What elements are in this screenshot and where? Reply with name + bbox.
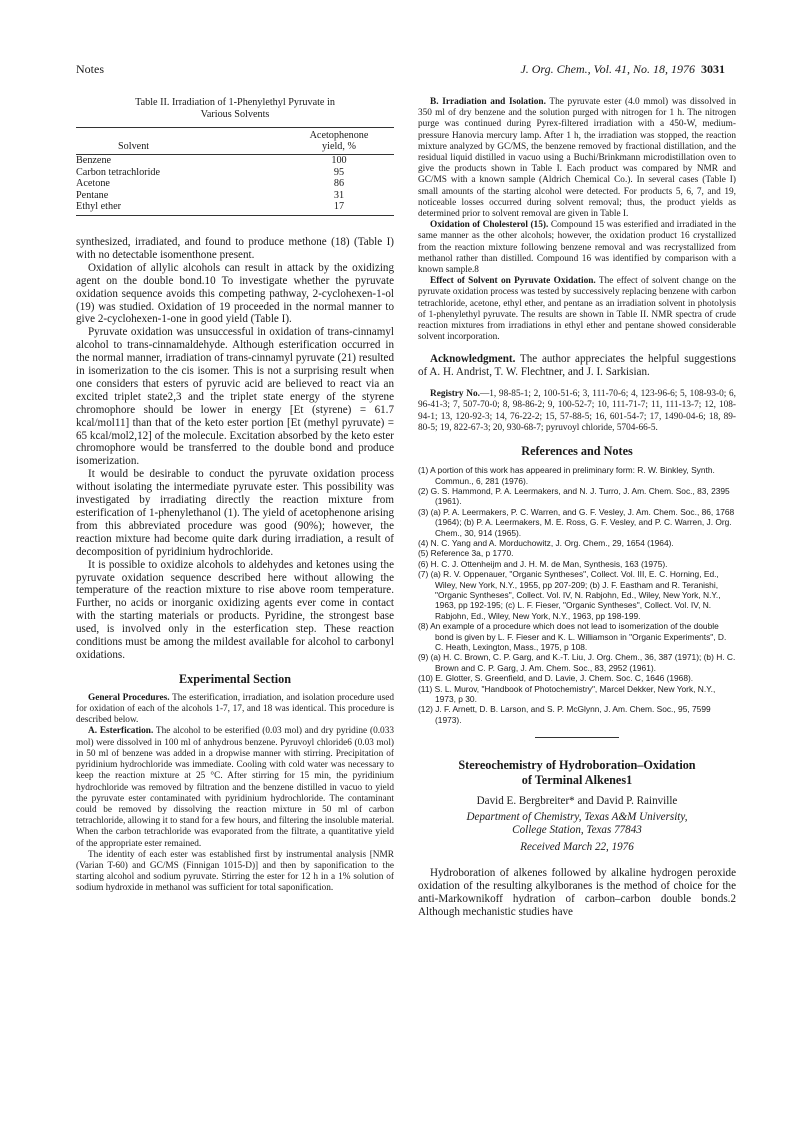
paragraph-lead: A. Esterfication. bbox=[88, 726, 154, 737]
paragraph-text: The pyruvate ester (4.0 mmol) was dissolved in 350 ml of dry benzene and the solution purged with nitrogen for 1 h. The nitrogen purge was continued during Pyrex-filtered irradiation with a 450-W, medium-pressure Hanovia mercury lamp. After 1 h, the irradiation was stopped, the reaction mixture analyzed by GC/MS, the benzene removed by fractional distillation, and the residual liquid distilled in vacuo using a Buchi/Brinkmann microdistillation oven to give the products shown in Table I. Each product was compared by NMR and GC/MS with a known sample (Aldrich Chemical Co.). In several cases (Table I) small amounts of the starting alcohol were detected. For products 5, 6, 7, and 19, noticeable losses occurred during solvent removal; thus, the product yields as determined prior to solvent removal are given in Table I. bbox=[418, 97, 736, 220]
article-affiliation bbox=[418, 811, 736, 837]
running-header-section: Notes bbox=[76, 62, 104, 76]
spacer bbox=[418, 379, 736, 389]
paragraph-lead: Acknowledgment. bbox=[430, 353, 516, 366]
table-title-line-1: Table II. Irradiation of 1-Phenylethyl Pyruvate in bbox=[135, 97, 335, 108]
table-row bbox=[76, 167, 394, 179]
cell-yield: 100 bbox=[331, 155, 347, 166]
running-header-journal bbox=[520, 62, 725, 77]
table-row bbox=[76, 190, 394, 202]
reference-item: (9) (a) H. C. Brown, C. P. Garg, and K.-T. Liu, J. Org. Chem., 36, 387 (1971); (b) H. C. Brown and C. P. Garg, J. Am. Chem. Soc., 83, 2952 (1961). bbox=[418, 652, 736, 673]
section-heading-experimental: Experimental Section bbox=[178, 671, 292, 686]
article-divider bbox=[535, 737, 619, 738]
cell-yield: 31 bbox=[333, 189, 345, 201]
reference-item: (7) (a) R. V. Oppenauer, "Organic Syntheses", Collect. Vol. III, E. C. Horning, Ed., Wiley, New York, N.Y., 1955, pp 207-209; (b) J. F. Eastham and R. Teranishi, "Organic Syntheses", Collect. Vol. IV, N. Rabjohn, Ed., Wiley, New York, N.Y., 1963, pp 192-195; (c) L. F. Fieser, "Organic Syntheses", Collect. Vol. IV, N. Rabjohn, Ed., Wiley, New York, N.Y., 1963, pp 198-199. bbox=[418, 569, 721, 621]
cell-yield: 86 bbox=[333, 178, 345, 190]
table-row bbox=[76, 155, 394, 167]
reference-item: (1) A portion of this work has appeared in preliminary form: R. W. Binkley, Synth. Commun., 6, 281 (1976). bbox=[418, 465, 715, 486]
table-header-row bbox=[76, 128, 394, 155]
reference-item: (5) Reference 3a, p 1770. bbox=[418, 548, 514, 559]
paragraph-text: The effect of solvent change on the pyruvate oxidation process was tested by successively replacing benzene with carbon tetrachloride, acetone, ethyl ether, and pentane as an irradiation solvent in photolysis of 1-phenylethyl pyruvate. The results are shown in Table II. NMR spectra of crude reaction mixtures from irradiations in ethyl ether and pentane showed considerable solvent incorporation. bbox=[418, 276, 737, 343]
reference-item: (11) S. L. Murov, "Handbook of Photochemistry", Marcel Dekker, New York, N.Y., 1973, p 30. bbox=[418, 683, 716, 705]
reference-item: (2) G. S. Hammond, P. A. Leermakers, and N. J. Turro, J. Am. Chem. Soc., 83, 2395 (1961). bbox=[418, 485, 730, 507]
journal-citation: J. Org. Chem., Vol. 41, No. 18, 1976 bbox=[520, 62, 695, 76]
col-header-solvent: Solvent bbox=[76, 128, 284, 155]
col-header-yield bbox=[284, 128, 394, 155]
experimental-paragraph bbox=[418, 97, 736, 220]
cell-yield: 17 bbox=[284, 201, 394, 215]
col-header-yield-line-1: Acetophenone bbox=[309, 130, 369, 141]
body-paragraph: Oxidation of allylic alcohols can result in attack by the oxidizing agent on the double bond.10 To investigate whether the pyruvate oxidation sequence avoids this competing pathway, 2-cyclohexen-1-ol (19) was studied. Oxidation of 19 proceeded in the normal manner to give 2-cyclohexen-1-one in good yield (Table I). bbox=[76, 261, 394, 326]
experimental-paragraph bbox=[76, 693, 394, 727]
cell-solvent: Acetone bbox=[76, 178, 110, 190]
table-row bbox=[76, 201, 394, 215]
section-heading-references: References and Notes bbox=[521, 444, 633, 459]
paragraph-text: The author appreciates the helpful suggestions of A. H. Andrist, T. W. Flechtner, and J. I. Sarkisian. bbox=[418, 353, 736, 379]
page-number: 3031 bbox=[701, 62, 725, 76]
paragraph-text: Compound 15 was esterified and irradiated in the same manner as the other alcohols; however, the oxidation product 16 crystallized from the reaction mixture following benzene removal and was recrystallized from methanol rather than distilled. Compound 16 was identified by comparison with a known sample.8 bbox=[418, 220, 736, 276]
solvent-yield-table bbox=[76, 127, 394, 216]
col-header-yield-line-2: yield, % bbox=[322, 141, 356, 152]
paragraph-text: The esterification, irradiation, and isolation procedure used for oxidation of each of the alcohols 1-7, 17, and 18 was identical. This procedure is described below. bbox=[76, 692, 394, 726]
cell-solvent: Ethyl ether bbox=[76, 201, 284, 215]
reference-item: (6) H. C. J. Ottenheijm and J. H. M. de Man, Synthesis, 163 (1975). bbox=[418, 558, 668, 569]
spacer bbox=[418, 343, 736, 353]
affiliation-line-2: College Station, Texas 77843 bbox=[512, 824, 642, 837]
affiliation-line-1: Department of Chemistry, Texas A&M University, bbox=[466, 811, 688, 824]
right-column bbox=[418, 97, 736, 919]
body-paragraph: It would be desirable to conduct the pyruvate oxidation process without isolating the intermediate pyruvate ester. This possibility was investigated by irradiating directly the reaction mixture from esterification of 1-phenylethanol (1). The yield of acetophenone arising from this abbreviated procedure was good (90%); however, the reaction mixture had become quite dark during irradiation, a result of decomposition of pyridinium hydrochloride. bbox=[76, 468, 394, 558]
paragraph-text: —1, 98-85-1; 2, 100-51-6; 3, 111-70-6; 4, 123-96-6; 5, 108-93-0; 6, 96-41-3; 7, 507-70-0; 8, 98-86-2; 9, 100-52-7; 10, 111-71-7; 11, 111-13-7; 12, 108-94-1; 13, 120-92-3; 14, 76-22-2; 15, 57-88-5; 16, 601-54-7; 17, 1490-04-6; 18, 89-80-5; 19, 822-67-3; 20, 930-68-7; pyruvoyl chloride, 5704-66-5. bbox=[418, 389, 736, 433]
reference-item: (3) (a) P. A. Leermakers, P. C. Warren, and G. F. Vesley, J. Am. Chem. Soc., 86, 1768 (1964); (b) P. A. Leermakers, M. E. Ross, G. F. Vesley, and P. C. Warren, J. Org. Chem., 30, 914 (1965). bbox=[418, 506, 735, 538]
paragraph-text: The alcohol to be esterified (0.03 mol) and dry pyridine (0.033 mol) were dissolved in 100 ml of anhydrous benzene. Pyruvoyl chloride6 (0.03 mol) in 50 ml of benzene was added in a dropwise manner with stirring. Precipitation of pyridinium hydrochloride was immediate. Cooling with cold water was necessary to keep the reaction mixture at 25 °C. After stirring for 15 min, the pyridinium hydrochloride was removed by filtration and the benzene distilled in vacuo to yield the pyruvate ester contaminated with pyridinium hydrochloride. The contaminant could be removed by dissolving the reaction mixture in 50 ml of carbon tetrachloride, allowing it to stand for a few hours, and filtering the insoluble material. When the carbon tetrachloride was evaporated from the filtrate, a quantitative yield of the appropriate ester remained. bbox=[76, 726, 394, 849]
reference-item: (12) J. F. Arnett, D. B. Larson, and S. P. McGlynn, J. Am. Chem. Soc., 95, 7599 (1973). bbox=[418, 704, 711, 725]
paragraph-lead: Oxidation of Cholesterol (15). bbox=[430, 220, 549, 231]
cell-yield: 95 bbox=[333, 166, 345, 178]
experimental-paragraph bbox=[418, 220, 736, 276]
paragraph-lead: Registry No. bbox=[430, 389, 480, 400]
body-paragraph: It is possible to oxidize alcohols to aldehydes and ketones using the pyruvate oxidation sequence described here without allowing the temperature of the reaction mixture to rise above room temperature. Further, no acids or inorganic oxidizing agents ever come in contact with the starting materials or products. Pyridine, the strongest base used, is involved only in the esterfication step. These reaction conditions must be among the mildest available for alcohol to carbonyl oxidations. bbox=[76, 558, 394, 661]
left-column bbox=[76, 97, 394, 895]
reference-item: (10) E. Glotter, S. Greenfield, and D. Lavie, J. Chem. Soc. C, 1646 (1968). bbox=[418, 673, 694, 684]
reference-item: (4) N. C. Yang and A. Morduchowitz, J. Org. Chem., 29, 1654 (1964). bbox=[418, 537, 674, 548]
received-date: Received March 22, 1976 bbox=[520, 841, 634, 854]
reference-item: (8) An example of a procedure which does not lead to isomerization of the double bond is given by L. F. Fieser and K. L. Williamson in "Organic Experiments", D. C. Heath, Lexington, Mass., 1975, p 108. bbox=[418, 621, 727, 652]
table-title bbox=[76, 97, 394, 121]
table-row bbox=[76, 178, 394, 190]
article-title bbox=[418, 758, 736, 788]
registry-paragraph bbox=[418, 389, 736, 434]
experimental-paragraph bbox=[76, 726, 394, 849]
table-title-line-2: Various Solvents bbox=[200, 109, 270, 120]
cell-solvent: Pentane bbox=[76, 189, 109, 201]
paragraph-lead: B. Irradiation and Isolation. bbox=[430, 97, 546, 107]
paragraph-lead: General Procedures. bbox=[88, 692, 170, 703]
experimental-paragraph: The identity of each ester was established first by instrumental analysis [NMR (Varian T-60) and GC/MS (Finnigan 1015-D)] and then by saponification to the starting alcohol and sodium pyruvate. Stirring the ester for 12 h in a 1% solution of sodium hydroxide in methanol was sufficient for total saponification. bbox=[76, 849, 394, 894]
article-title-line-1: Stereochemistry of Hydroboration–Oxidation bbox=[458, 758, 696, 773]
body-paragraph: Pyruvate oxidation was unsuccessful in oxidation of trans-cinnamyl alcohol to trans-cinnamaldehyde. Although esterification occurred in the normal manner, irradiation of trans-cinnamyl pyruvate (21) resulted in isomerization to the cis isomer. This is not a surprising result when one considers that esters of pyruvic acid are believed to react via an excited triplet state2,3 and the triplet state energy of the styrene chromophore should be lower in energy [Et (styrene) = 61.7 kcal/mol11] than that of the keto ester portion [Et (methyl pyruvate) = 65 kcal/mol2,12] of the molecule. Excitation absorbed by the keto ester chromophore would be transferred to the double bond and produce isomerization. bbox=[76, 326, 394, 468]
paragraph-lead: Effect of Solvent on Pyruvate Oxidation. bbox=[430, 276, 596, 287]
body-paragraph: synthesized, irradiated, and found to produce methone (18) (Table I) with no detectable isomenthone present. bbox=[76, 235, 394, 261]
article-authors: David E. Bergbreiter* and David P. Rainville bbox=[476, 795, 678, 808]
references-list bbox=[418, 465, 736, 725]
acknowledgment-paragraph bbox=[418, 353, 736, 379]
experimental-paragraph bbox=[418, 276, 736, 343]
article-intro-paragraph: Hydroboration of alkenes followed by alkaline hydrogen peroxide oxidation of the resulting alkylboranes is the method of choice for the anti-Markownikoff hydration of carbon–carbon double bonds.2 Although mechanistic studies have bbox=[418, 867, 736, 918]
cell-solvent: Benzene bbox=[76, 155, 112, 166]
article-title-line-2: of Terminal Alkenes1 bbox=[521, 773, 633, 788]
cell-solvent: Carbon tetrachloride bbox=[76, 166, 161, 178]
